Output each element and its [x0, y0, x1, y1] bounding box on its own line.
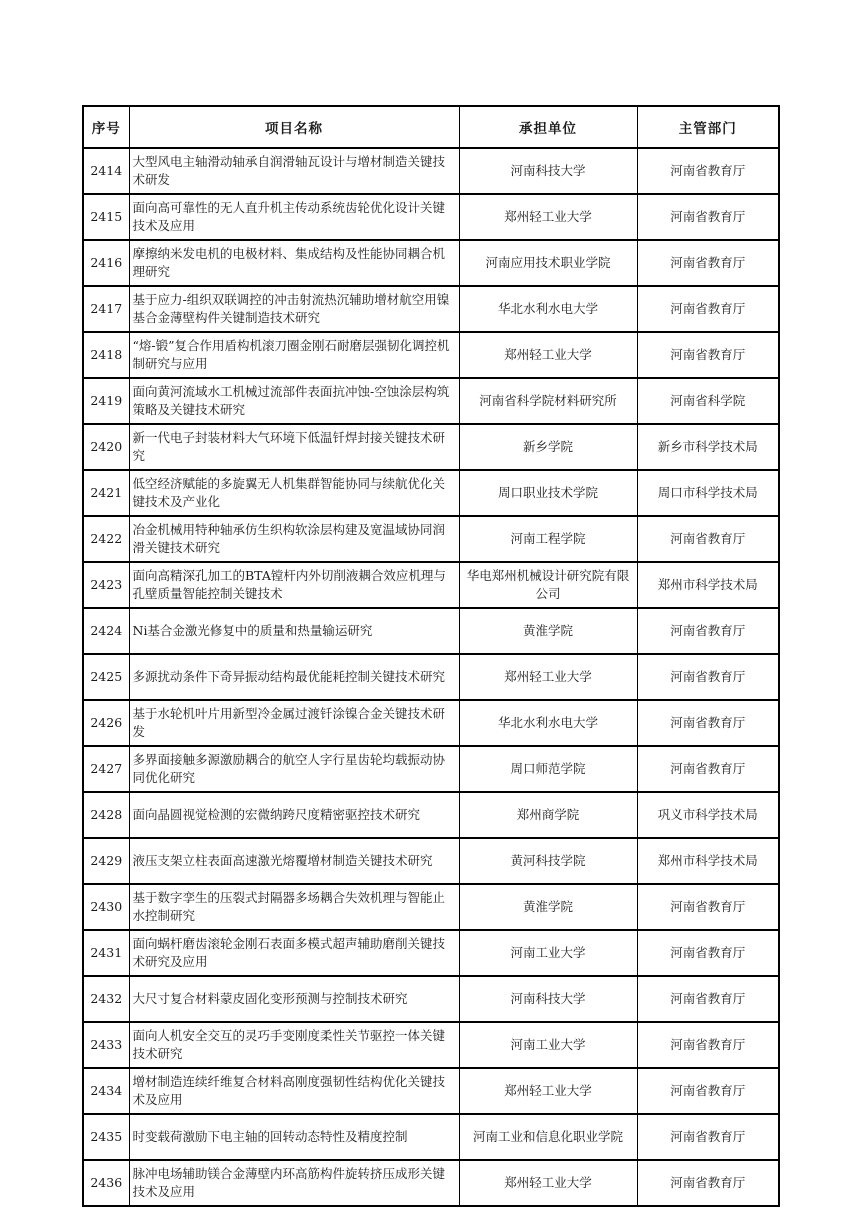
dept-cell: 郑州市科学技术局	[637, 562, 779, 608]
project-cell: Ni基合金激光修复中的质量和热量输运研究	[129, 608, 459, 654]
dept-cell: 河南省科学院	[637, 378, 779, 424]
project-cell: 基于应力-组织双联调控的冲击射流热沉辅助增材航空用镍基合金薄壁构件关键制造技术研究	[129, 286, 459, 332]
no-cell: 2431	[83, 930, 129, 976]
no-cell: 2430	[83, 884, 129, 930]
org-cell: 郑州商学院	[459, 792, 637, 838]
table-row	[83, 516, 779, 562]
no-cell: 2434	[83, 1068, 129, 1114]
no-cell: 2428	[83, 792, 129, 838]
org-cell: 河南科技大学	[459, 976, 637, 1022]
project-cell: 多界面接触多源激励耦合的航空人字行星齿轮均载振动协同优化研究	[129, 746, 459, 792]
project-cell: 液压支架立柱表面高速激光熔覆增材制造关键技术研究	[129, 838, 459, 884]
dept-cell: 河南省教育厅	[637, 700, 779, 746]
dept-cell: 河南省教育厅	[637, 884, 779, 930]
project-cell: “熔-锻”复合作用盾构机滚刀圈金刚石耐磨层强韧化调控机制研究与应用	[129, 332, 459, 378]
no-cell: 2421	[83, 470, 129, 516]
table-row	[83, 1114, 779, 1160]
no-cell: 2417	[83, 286, 129, 332]
dept-cell: 周口市科学技术局	[637, 470, 779, 516]
table-row	[83, 1160, 779, 1206]
dept-cell: 河南省教育厅	[637, 1160, 779, 1206]
table-row	[83, 654, 779, 700]
table-row	[83, 1022, 779, 1068]
table-row	[83, 838, 779, 884]
org-cell: 河南科技大学	[459, 148, 637, 194]
dept-cell: 河南省教育厅	[637, 286, 779, 332]
project-cell: 基于水轮机叶片用新型冷金属过渡钎涂镍合金关键技术研发	[129, 700, 459, 746]
table-row	[83, 884, 779, 930]
project-cell: 面向高可靠性的无人直升机主传动系统齿轮优化设计关键技术及应用	[129, 194, 459, 240]
column-header-project: 项目名称	[129, 106, 459, 148]
org-cell: 郑州轻工业大学	[459, 332, 637, 378]
no-cell: 2432	[83, 976, 129, 1022]
table-row	[83, 700, 779, 746]
org-cell: 周口师范学院	[459, 746, 637, 792]
no-cell: 2422	[83, 516, 129, 562]
org-cell: 新乡学院	[459, 424, 637, 470]
org-cell: 河南省科学院材料研究所	[459, 378, 637, 424]
org-cell: 黄淮学院	[459, 884, 637, 930]
dept-cell: 河南省教育厅	[637, 1068, 779, 1114]
no-cell: 2429	[83, 838, 129, 884]
table-row	[83, 332, 779, 378]
org-cell: 河南工业大学	[459, 930, 637, 976]
project-cell: 冶金机械用特种轴承仿生织构软涂层构建及宽温域协同润滑关键技术研究	[129, 516, 459, 562]
dept-cell: 河南省教育厅	[637, 332, 779, 378]
project-cell: 面向晶圆视觉检测的宏微纳跨尺度精密驱控技术研究	[129, 792, 459, 838]
dept-cell: 新乡市科学技术局	[637, 424, 779, 470]
org-cell: 河南工程学院	[459, 516, 637, 562]
dept-cell: 河南省教育厅	[637, 746, 779, 792]
project-cell: 面向人机安全交互的灵巧手变刚度柔性关节驱控一体关键技术研究	[129, 1022, 459, 1068]
table-row	[83, 746, 779, 792]
project-cell: 面向黄河流域水工机械过流部件表面抗冲蚀-空蚀涂层构筑策略及关键技术研究	[129, 378, 459, 424]
table-row	[83, 194, 779, 240]
no-cell: 2419	[83, 378, 129, 424]
project-cell: 基于数字孪生的压裂式封隔器多场耦合失效机理与智能止水控制研究	[129, 884, 459, 930]
no-cell: 2427	[83, 746, 129, 792]
table-row	[83, 240, 779, 286]
org-cell: 河南工业和信息化职业学院	[459, 1114, 637, 1160]
dept-cell: 河南省教育厅	[637, 194, 779, 240]
column-header-org: 承担单位	[459, 106, 637, 148]
table-row	[83, 608, 779, 654]
no-cell: 2415	[83, 194, 129, 240]
project-cell: 面向高精深孔加工的BTA镗杆内外切削液耦合效应机理与孔壁质量智能控制关键技术	[129, 562, 459, 608]
project-cell: 大尺寸复合材料蒙皮固化变形预测与控制技术研究	[129, 976, 459, 1022]
dept-cell: 河南省教育厅	[637, 1114, 779, 1160]
org-cell: 黄河科技学院	[459, 838, 637, 884]
no-cell: 2424	[83, 608, 129, 654]
project-cell: 新一代电子封装材料大气环境下低温钎焊封接关键技术研究	[129, 424, 459, 470]
org-cell: 华北水利水电大学	[459, 286, 637, 332]
table-row	[83, 562, 779, 608]
project-cell: 面向蜗杆磨齿滚轮金刚石表面多模式超声辅助磨削关键技术研究及应用	[129, 930, 459, 976]
dept-cell: 河南省教育厅	[637, 516, 779, 562]
org-cell: 郑州轻工业大学	[459, 194, 637, 240]
org-cell: 华电郑州机械设计研究院有限公司	[459, 562, 637, 608]
projects-table	[82, 105, 780, 1207]
org-cell: 郑州轻工业大学	[459, 1160, 637, 1206]
no-cell: 2420	[83, 424, 129, 470]
project-cell: 大型风电主轴滑动轴承自润滑轴瓦设计与增材制造关键技术研发	[129, 148, 459, 194]
dept-cell: 郑州市科学技术局	[637, 838, 779, 884]
project-cell: 脉冲电场辅助镁合金薄壁内环高筋构件旋转挤压成形关键技术及应用	[129, 1160, 459, 1206]
no-cell: 2425	[83, 654, 129, 700]
column-header-no: 序号	[83, 106, 129, 148]
dept-cell: 河南省教育厅	[637, 976, 779, 1022]
org-cell: 郑州轻工业大学	[459, 654, 637, 700]
dept-cell: 巩义市科学技术局	[637, 792, 779, 838]
table-row	[83, 378, 779, 424]
no-cell: 2418	[83, 332, 129, 378]
table-row	[83, 424, 779, 470]
dept-cell: 河南省教育厅	[637, 654, 779, 700]
table-row	[83, 792, 779, 838]
table-row	[83, 1068, 779, 1114]
no-cell: 2416	[83, 240, 129, 286]
org-cell: 周口职业技术学院	[459, 470, 637, 516]
no-cell: 2426	[83, 700, 129, 746]
table-body	[83, 148, 779, 1206]
org-cell: 黄淮学院	[459, 608, 637, 654]
no-cell: 2423	[83, 562, 129, 608]
org-cell: 河南工业大学	[459, 1022, 637, 1068]
column-header-dept: 主管部门	[637, 106, 779, 148]
project-cell: 时变载荷激励下电主轴的回转动态特性及精度控制	[129, 1114, 459, 1160]
header-row	[83, 106, 779, 148]
table-row	[83, 976, 779, 1022]
project-cell: 低空经济赋能的多旋翼无人机集群智能协同与续航优化关键技术及产业化	[129, 470, 459, 516]
table-row	[83, 930, 779, 976]
table-row	[83, 148, 779, 194]
table-row	[83, 286, 779, 332]
dept-cell: 河南省教育厅	[637, 148, 779, 194]
table-header	[83, 106, 779, 148]
table-row	[83, 470, 779, 516]
dept-cell: 河南省教育厅	[637, 608, 779, 654]
org-cell: 河南应用技术职业学院	[459, 240, 637, 286]
no-cell: 2435	[83, 1114, 129, 1160]
org-cell: 郑州轻工业大学	[459, 1068, 637, 1114]
dept-cell: 河南省教育厅	[637, 1022, 779, 1068]
org-cell: 华北水利水电大学	[459, 700, 637, 746]
project-cell: 增材制造连续纤维复合材料高刚度强韧性结构优化关键技术及应用	[129, 1068, 459, 1114]
dept-cell: 河南省教育厅	[637, 930, 779, 976]
project-cell: 摩擦纳米发电机的电极材料、集成结构及性能协同耦合机理研究	[129, 240, 459, 286]
no-cell: 2414	[83, 148, 129, 194]
dept-cell: 河南省教育厅	[637, 240, 779, 286]
project-cell: 多源扰动条件下奇异振动结构最优能耗控制关键技术研究	[129, 654, 459, 700]
no-cell: 2436	[83, 1160, 129, 1206]
no-cell: 2433	[83, 1022, 129, 1068]
